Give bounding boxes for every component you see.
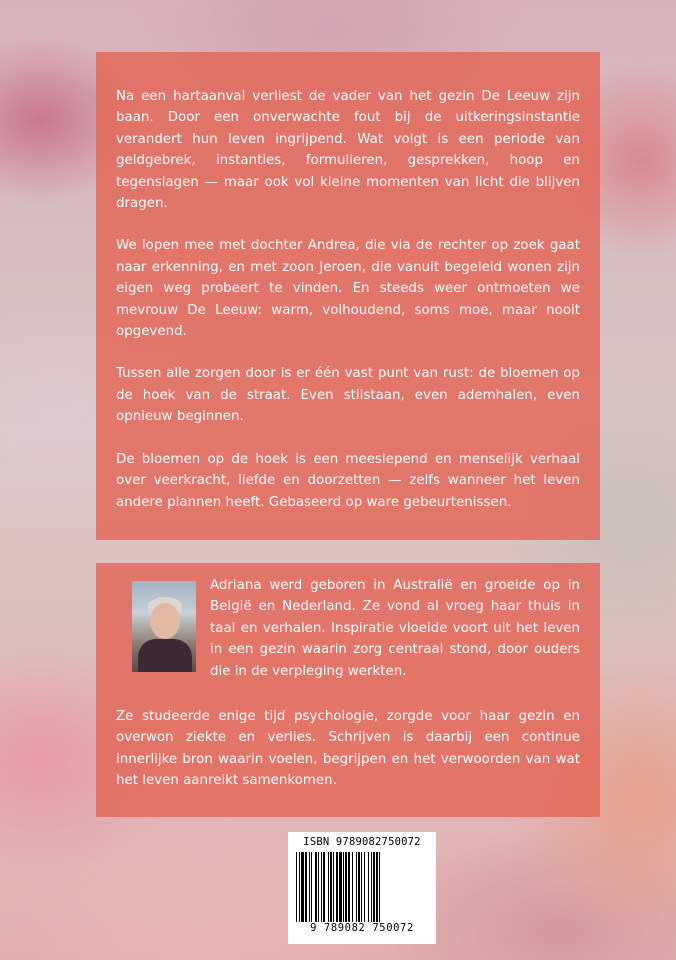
author-bio-second: Ze studeerde enige tijd psychologie, zorgde voor haar gezin en overwon ziekte en verlies. Schrijven is daarbij een continue innerlijke bron waarin voelen, begrijpen en het verwoorden van wat het leven aanreikt samenkomen.	[116, 709, 580, 789]
synopsis-panel	[96, 52, 600, 540]
synopsis-paragraph: De bloemen op de hoek is een meeslepend en menselijk verhaal over veerkracht, liefde en doorzetten — zelfs wanneer het leven andere plannen heeft. Gebaseerd op ware gebeurtenissen.	[116, 451, 580, 510]
author-bio-first: Adriana werd geboren in Australië en groeide op in België en Nederland. Ze vond al vroeg haar thuis in taal en verhalen. Inspiratie vloeide voort uit het leven in een gezin waarin zorg centraal stond, door ouders die in de verpleging werkten.	[210, 578, 580, 679]
synopsis-paragraph: Tussen alle zorgen door is er één vast punt van rust: de bloemen op de hoek van de straat. Even stilstaan, even ademhalen, even opnieuw beginnen.	[116, 366, 580, 425]
synopsis-paragraph: Na een hartaanval verliest de vader van het gezin De Leeuw zijn baan. Door een onverwachte fout bij de uitkeringsinstantie verandert hun leven ingrijpend. Wat volgt is een periode van geldgebrek, instanties, formulieren, gesprekken, hoop en tegenslagen — maar ook vol kleine momenten van licht die blijven dragen.	[116, 89, 580, 212]
isbn-label: ISBN 9789082750072	[303, 836, 421, 848]
isbn-barcode	[288, 832, 436, 944]
barcode-digits: 9 789082 750072	[310, 922, 414, 934]
synopsis-paragraph: We lopen mee met dochter Andrea, die via de rechter op zoek gaat naar erkenning, en met zoon Jeroen, die vanuit begeleid wonen zijn eigen weg probeert te vinden. En steeds weer ontmoeten we mevrouw De Leeuw: warm, volhoudend, soms moe, maar nooit opgevend.	[116, 238, 580, 340]
barcode-bars	[294, 852, 430, 922]
author-bio-panel	[96, 563, 600, 817]
author-photo	[132, 581, 196, 672]
